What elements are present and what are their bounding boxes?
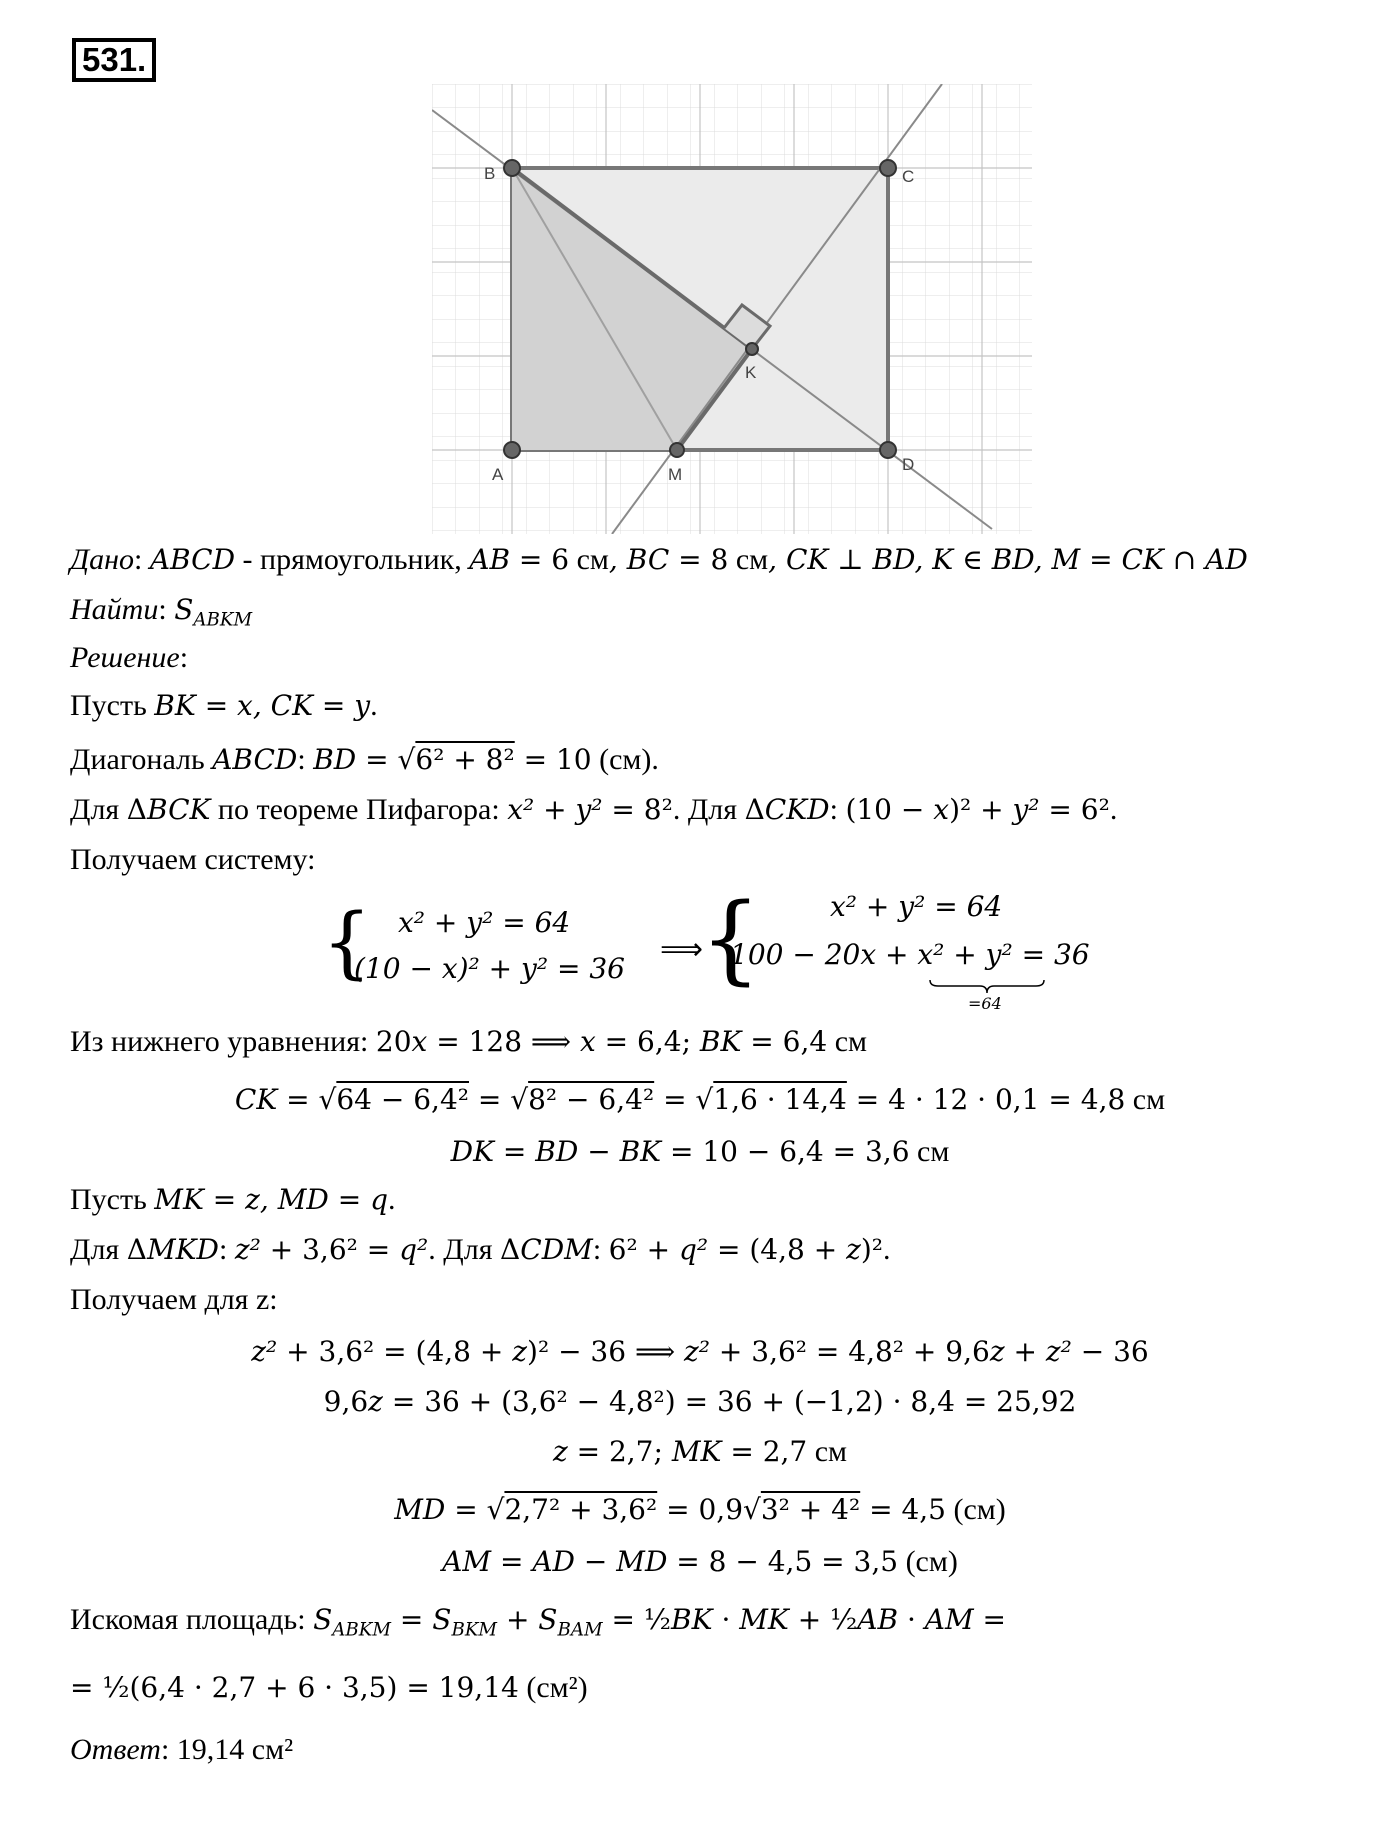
md-line: MD = √2,7² + 3,6² = 0,9√3² + 4² = 4,5 (см) xyxy=(394,1493,1006,1526)
given-line: Дано: ABCD - прямоугольник, AB = 6 см, BC = 8 см, CK ⊥ BD, K ∈ BD, M = CK ∩ AD xyxy=(70,543,1248,576)
implies-arrow: ⟹ xyxy=(660,932,704,967)
ck-line: CK = √64 − 6,4² = √8² − 6,4² = √1,6 · 14,4 = 4 · 12 · 0,1 = 4,8 см xyxy=(234,1083,1166,1116)
system-heading: Получаем систему: xyxy=(70,843,316,876)
equation-1: z² + 3,6² = (4,8 + z)² − 36 ⟹ z² + 3,6² = 4,8² + 9,6z + z² − 36 xyxy=(251,1335,1149,1368)
point-d xyxy=(880,442,896,458)
find-line: Найти: $S_{ABKM}$ xyxy=(70,593,253,631)
label-d: D xyxy=(902,455,915,474)
label-b: B xyxy=(484,164,496,183)
point-c xyxy=(880,160,896,176)
dk-line: DK = BD − BK = 10 − 6,4 = 3,6 см xyxy=(450,1135,950,1168)
pythagoras-line: Для ΔBCK по теореме Пифагора: x² + y² = 8². Для ΔCKD: (10 − x)² + y² = 6². xyxy=(70,793,1118,826)
area-line-1: Искомая площадь: $S_{ABKM} = S_{BKM} + S_{BAM}$ = ½BK · MK + ½AB · AM = xyxy=(70,1603,1007,1641)
z-heading: Получаем для z: xyxy=(70,1283,278,1316)
lower-equation-line: Из нижнего уравнения: 20x = 128 ⟹ x = 6,4; BK = 6,4 см xyxy=(70,1025,867,1058)
label-m: M xyxy=(668,465,683,484)
am-line: AM = AD − MD = 8 − 4,5 = 3,5 (см) xyxy=(442,1545,958,1578)
equation-2: 9,6z = 36 + (3,6² − 4,8²) = 36 + (−1,2) · 8,4 = 25,92 xyxy=(323,1385,1077,1418)
point-b xyxy=(504,160,520,176)
let-line-1: Пусть BK = x, CK = y. xyxy=(70,689,378,722)
mkd-line: Для ΔMKD: z² + 3,6² = q². Для ΔCDM: 6² + q² = (4,8 + z)². xyxy=(70,1233,891,1266)
point-m xyxy=(670,443,684,457)
underbrace-label: =64 xyxy=(968,994,1002,1013)
problem-number: 531. xyxy=(72,38,156,82)
point-k xyxy=(746,343,758,355)
label-a: A xyxy=(492,465,504,484)
label-c: C xyxy=(902,167,915,186)
diagonal-line: Диагональ ABCD: BD = √6² + 8² = 10 (см). xyxy=(70,743,659,776)
equation-3: z = 2,7; MK = 2,7 см xyxy=(552,1435,848,1468)
area-line-2: = ½(6,4 · 2,7 + 6 · 3,5) = 19,14 (см²) xyxy=(70,1671,588,1704)
let-line-2: Пусть MK = z, MD = q. xyxy=(70,1183,396,1216)
geometry-figure xyxy=(432,84,1032,534)
label-k: K xyxy=(745,363,757,382)
answer-line: Ответ: 19,14 см² xyxy=(70,1733,294,1766)
solution-heading: Решение: xyxy=(70,641,189,674)
point-a xyxy=(504,442,520,458)
